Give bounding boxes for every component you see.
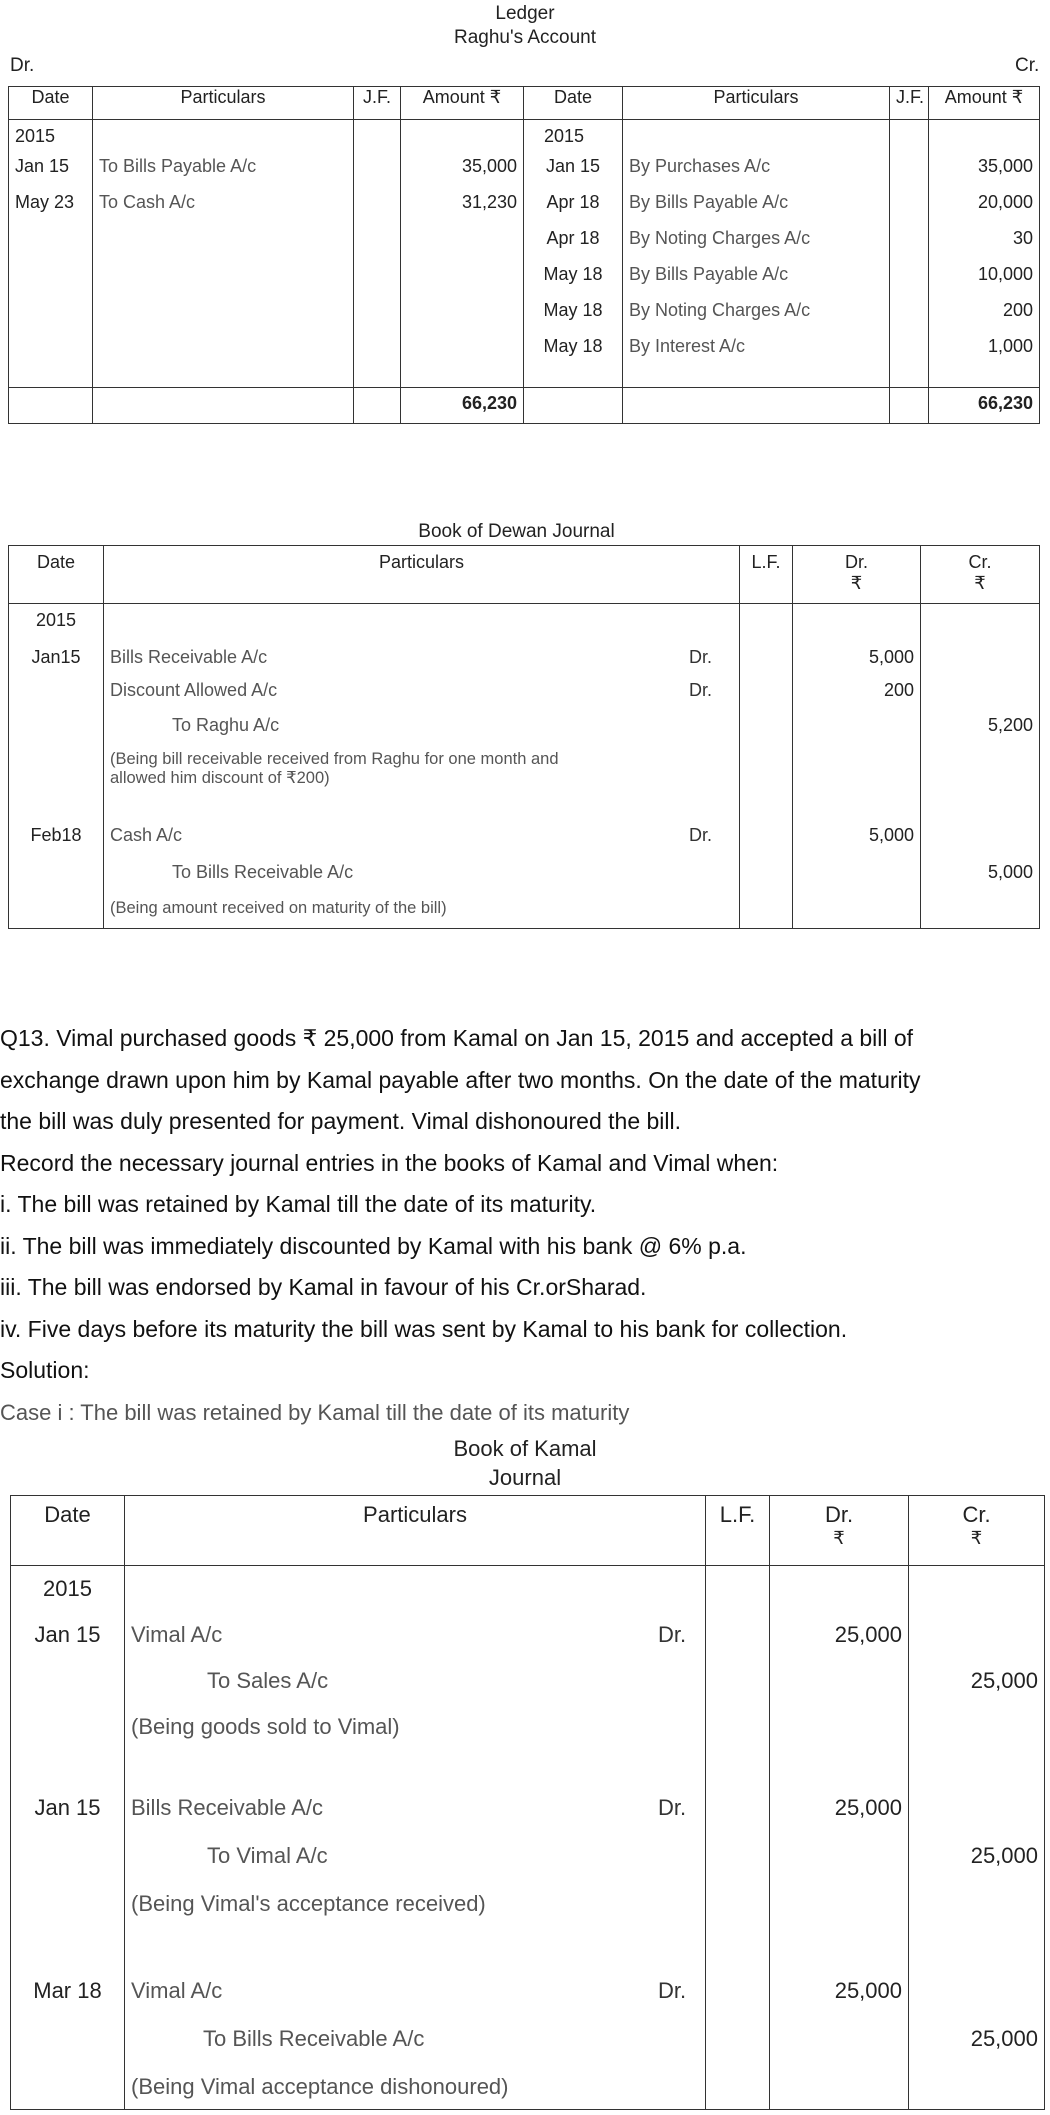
dewan-journal-title: Book of Dewan Journal [418,521,615,542]
dewan-header-dr-label: Dr. [844,552,868,572]
ledger-header-date-dr: Date [9,87,93,120]
ledger-row [9,300,1040,336]
ledger-particulars-cr: By Bills Payable A/c [623,192,890,228]
dewan-narration-line: (Being bill receivable received from Raghu for one month and [110,749,559,768]
ledger-row [9,264,1040,300]
kamal-narration: (Being Vimal acceptance dishonoured) [125,2070,706,2110]
kamal-narration: (Being Vimal's acceptance received) [125,1887,706,1978]
ledger-date-dr: May 23 [9,192,93,228]
kamal-credit-account: To Sales A/c [125,1658,706,1704]
dewan-debit-account: Bills Receivable A/c [110,646,268,667]
kamal-year: 2015 [11,1566,125,1612]
kamal-header-date: Date [11,1496,125,1566]
dewan-header-lf: L.F. [740,546,793,604]
question-line: the bill was duly presented for payment. Vimal dishonoured the bill. [0,1108,682,1134]
dewan-debit-amount: 200 [793,678,921,715]
dewan-debit-amount: 5,000 [793,825,921,862]
kamal-debit-account: Vimal A/c [131,1621,223,1647]
rupee-icon: ₹ [833,1528,845,1548]
kamal-entry-date: Jan 15 [11,1612,125,1658]
table-row [9,678,1040,715]
kamal-debit-account: Bills Receivable A/c [131,1794,323,1820]
table-row [11,1841,1045,1887]
ledger-header-jf-cr: J.F. [890,87,929,120]
ledger-amount-cr: 1,000 [929,336,1040,388]
dewan-narration [104,745,740,825]
table-row [9,641,1040,678]
table-row [11,1978,1045,2024]
ledger-amount-cr: 35,000 [929,156,1040,192]
solution-label: Solution: [0,1357,90,1383]
kamal-book-title: Book of Kamal [453,1436,597,1461]
kamal-entry-date: Mar 18 [11,1978,125,2024]
ledger-header-jf-dr: J.F. [354,87,401,120]
dewan-header-particulars: Particulars [104,546,740,604]
rupee-icon: ₹ [970,1528,983,1548]
ledger-table [8,86,1040,424]
ledger-subtitle: Raghu's Account [454,27,596,48]
dewan-debit-amount: 5,000 [793,641,921,678]
ledger-header-amount-cr: Amount ₹ [929,87,1040,120]
dewan-entry-date: Feb18 [9,825,104,862]
table-row [9,899,1040,929]
kamal-entry-date: Jan 15 [11,1795,125,1841]
kamal-credit-amount: 25,000 [909,1658,1045,1704]
dewan-debit-account: Cash A/c [110,824,183,845]
kamal-debit-amount: 25,000 [770,1612,909,1658]
ledger-date-cr: May 18 [524,336,623,388]
question-block [0,1018,1040,1433]
table-row [11,1612,1045,1658]
ledger-row [9,156,1040,192]
ledger-row [9,228,1040,264]
table-row [11,1887,1045,1978]
kamal-journal-subtitle: Journal [488,1465,562,1490]
ledger-year-dr: 2015 [9,120,93,156]
table-row [9,745,1040,825]
table-row [9,862,1040,899]
ledger-amount-cr: 10,000 [929,264,1040,300]
kamal-dr-marker: Dr. [658,1977,687,2003]
kamal-journal-table [10,1495,1045,2110]
dewan-narration-line: allowed him discount of ₹200) [110,768,330,787]
question-line: iii. The bill was endorsed by Kamal in favour of his Cr.orSharad. [0,1274,647,1300]
question-line: Q13. Vimal purchased goods ₹ 25,000 from Kamal on Jan 15, 2015 and accepted a bill of [0,1025,914,1051]
ledger-date-dr: Jan 15 [9,156,93,192]
ledger-date-cr: May 18 [524,264,623,300]
question-line: iv. Five days before its maturity the bill was sent by Kamal to his bank for collection. [0,1315,848,1342]
table-row [9,825,1040,862]
ledger-total-dr: 66,230 [401,388,524,424]
ledger-row [9,192,1040,228]
kamal-header-particulars: Particulars [125,1496,706,1566]
kamal-debit-amount: 25,000 [770,1978,909,2024]
ledger-particulars-cr: By Purchases A/c [623,156,890,192]
ledger-row [9,336,1040,388]
ledger-amount-cr: 20,000 [929,192,1040,228]
table-row [11,1704,1045,1795]
kamal-credit-account: To Bills Receivable A/c [125,2024,706,2070]
ledger-cr-label: Cr. [1015,55,1040,76]
ledger-amount-cr: 200 [929,300,1040,336]
dewan-journal-table [8,545,1040,929]
table-row [11,2024,1045,2070]
dewan-header-cr [921,546,1040,604]
ledger-header-amount-dr: Amount ₹ [401,87,524,120]
ledger-title: Ledger [495,3,555,24]
ledger-particulars-dr: To Bills Payable A/c [93,156,354,192]
question-line: exchange drawn upon him by Kamal payable after two months. On the date of the maturity [0,1066,921,1093]
kamal-credit-amount: 25,000 [909,2024,1045,2070]
dewan-credit-amount: 5,000 [921,862,1040,899]
dewan-narration: (Being amount received on maturity of the bill) [104,899,740,929]
ledger-amount-dr: 35,000 [401,156,524,192]
kamal-header-cr [909,1496,1045,1566]
kamal-dr-marker: Dr. [658,1794,687,1820]
kamal-debit-account: Vimal A/c [131,1977,223,2003]
kamal-dr-marker: Dr. [658,1621,687,1647]
kamal-narration: (Being goods sold to Vimal) [125,1704,706,1795]
kamal-header-cr-label: Cr. [962,1502,991,1527]
ledger-dr-label: Dr. [10,55,35,76]
dewan-header-cr-label: Cr. [968,552,992,572]
ledger-particulars-cr: By Noting Charges A/c [623,300,890,336]
ledger-date-cr: Apr 18 [524,228,623,264]
dewan-credit-amount: 5,200 [921,715,1040,745]
ledger-date-cr: Apr 18 [524,192,623,228]
ledger-particulars-cr: By Interest A/c [623,336,890,388]
dewan-year: 2015 [9,604,104,641]
dewan-credit-account: To Bills Receivable A/c [104,862,740,899]
ledger-year-cr: 2015 [524,120,623,156]
case-heading: Case i : The bill was retained by Kamal till the date of its maturity [0,1399,630,1425]
ledger-header-particulars-cr: Particulars [623,87,890,120]
kamal-header-lf: L.F. [706,1496,770,1566]
dewan-dr-marker: Dr. [689,679,713,700]
table-row [11,1658,1045,1704]
table-row [9,715,1040,745]
rupee-icon: ₹ [850,573,863,593]
ledger-particulars-cr: By Noting Charges A/c [623,228,890,264]
question-line: ii. The bill was immediately discounted by Kamal with his bank @ 6% p.a. [0,1232,747,1259]
ledger-amount-dr: 31,230 [401,192,524,228]
kamal-header-dr-label: Dr. [824,1502,854,1527]
dewan-credit-account: To Raghu A/c [104,715,740,745]
ledger-particulars-cr: By Bills Payable A/c [623,264,890,300]
ledger-header-particulars-dr: Particulars [93,87,354,120]
kamal-credit-amount: 25,000 [909,1841,1045,1887]
kamal-credit-account: To Vimal A/c [125,1841,706,1887]
ledger-total-cr: 66,230 [929,388,1040,424]
ledger-particulars-dr: To Cash A/c [93,192,354,228]
dewan-debit-account: Discount Allowed A/c [110,679,278,700]
dewan-dr-marker: Dr. [689,824,713,845]
ledger-amount-cr: 30 [929,228,1040,264]
rupee-icon: ₹ [974,573,986,593]
dewan-dr-marker: Dr. [689,646,713,667]
dewan-header-date: Date [9,546,104,604]
dewan-entry-date: Jan15 [9,641,104,678]
ledger-date-cr: Jan 15 [524,156,623,192]
dewan-header-dr [793,546,921,604]
question-line: Record the necessary journal entries in the books of Kamal and Vimal when: [0,1149,779,1176]
table-row [11,1795,1045,1841]
table-row [11,2070,1045,2110]
kamal-header-dr [770,1496,909,1566]
kamal-debit-amount: 25,000 [770,1795,909,1841]
question-line: i. The bill was retained by Kamal till the date of its maturity. [0,1191,597,1217]
ledger-date-cr: May 18 [524,300,623,336]
ledger-header-date-cr: Date [524,87,623,120]
